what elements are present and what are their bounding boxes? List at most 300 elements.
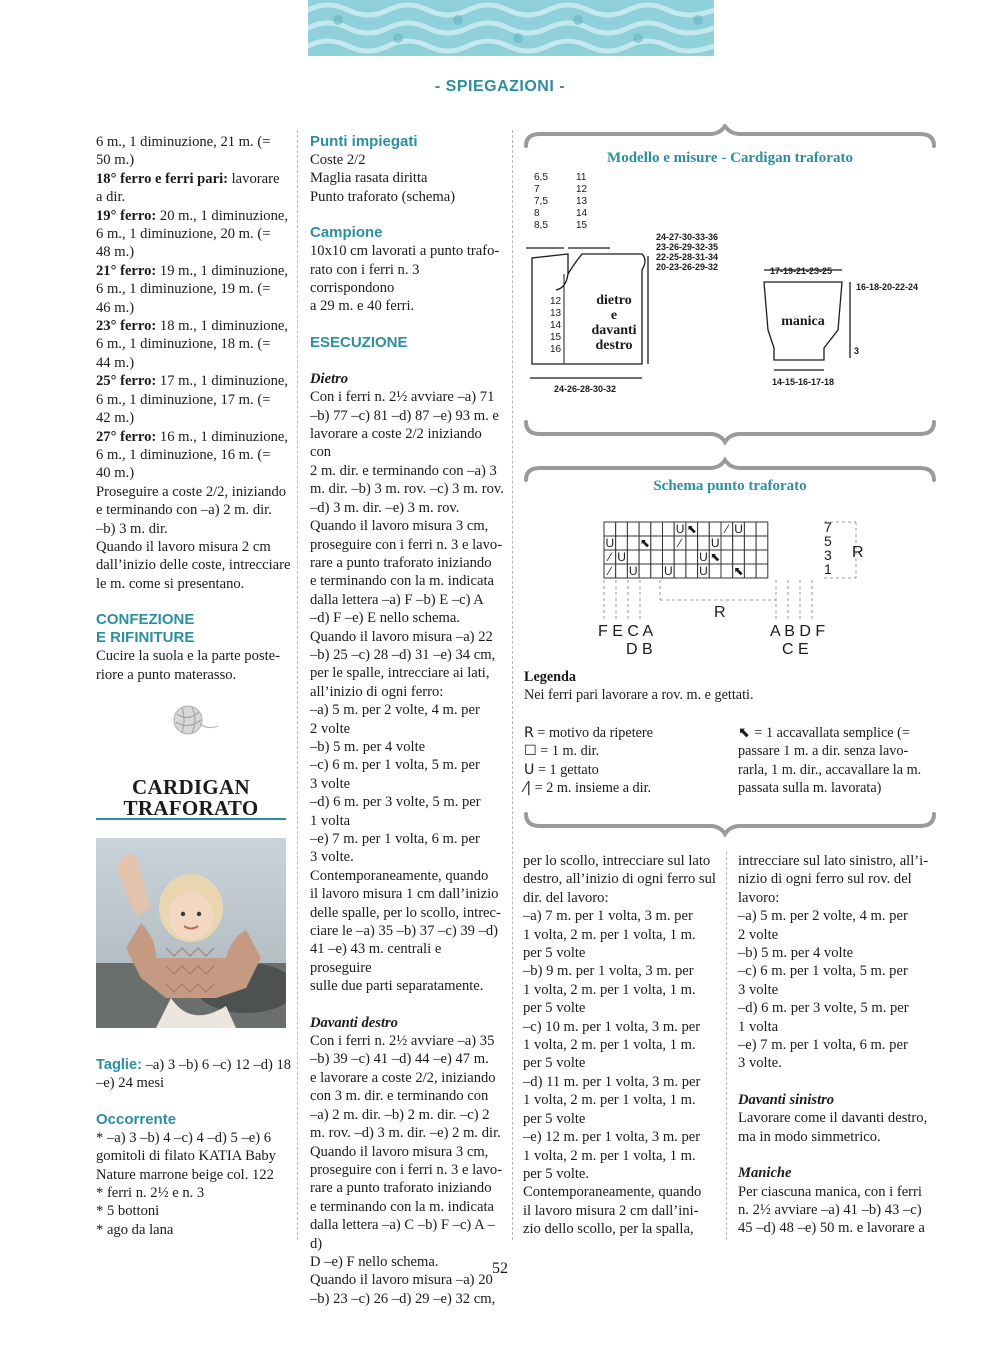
legend-text: = 1 m. dir. (536, 743, 600, 760)
instruction-row (96, 520, 292, 538)
stitch-chart (560, 512, 900, 662)
text-line: dir. del lavoro: (523, 889, 609, 906)
text-line: zio dello scollo, per la spalla, (523, 1221, 694, 1238)
row-number: 3 (824, 547, 832, 563)
row-text: 19 m., 1 diminuzione, (156, 262, 289, 279)
legend-symbol: U (524, 761, 535, 778)
chart-symbol: U (734, 522, 743, 536)
text-line: rato con i ferri n. 3 corrispondono (310, 261, 420, 297)
chart-cell (616, 564, 628, 578)
text-line: –b) 5 m. per 4 volte (310, 738, 426, 755)
text-line: per 5 volte (523, 1055, 586, 1072)
chart-cell (733, 550, 745, 564)
dietro-instructions (310, 388, 506, 995)
chart-cell (698, 522, 710, 536)
text-line: –d) 6 m. per 3 volte, 5 m. per (738, 1000, 909, 1017)
chart-cell (756, 564, 768, 578)
column-divider (297, 130, 298, 1240)
text-line: Per ciascuna manica, con i ferri (738, 1183, 922, 1200)
chart-cell (651, 536, 663, 550)
instruction-row (96, 207, 292, 225)
row-text: 42 m.) (96, 410, 135, 427)
page-number: 52 (492, 1260, 508, 1277)
child-cardigan-photo (96, 838, 286, 1028)
heading-esecuzione: ESECUZIONE (310, 333, 408, 351)
title-underline (96, 818, 286, 820)
instruction-row (96, 556, 292, 574)
text-line: m. rov. –d) 3 m. dir. –e) 2 m. dir. (310, 1125, 501, 1142)
measure-label: 8,5 (534, 220, 548, 231)
text-line: per lo scollo, intrecciare sul lato (523, 853, 711, 869)
accavallata-symbol: ⬉ (738, 725, 755, 741)
instruction-rows (96, 170, 292, 593)
instruction-row (96, 225, 292, 243)
text-line: D –e) F nello schema. (310, 1253, 439, 1270)
legend (524, 668, 934, 705)
heading-campione: Campione (310, 224, 383, 242)
maniche-instructions (738, 1183, 934, 1238)
subheading-maniche: Maniche (738, 1165, 792, 1182)
heading-rifiniture: E RIFINITURE (96, 629, 195, 647)
text-line: 1 volta (310, 812, 351, 829)
chart-cell (627, 522, 639, 536)
yarn-ball-icon (168, 700, 220, 740)
legend-item (524, 724, 734, 742)
chart-symbol: U (664, 564, 673, 578)
measure-label: 14-15-16-17-18 (772, 377, 835, 387)
text-line: –d) 11 m. per 1 volta, 3 m. per (523, 1073, 701, 1090)
chart-cell (698, 536, 710, 550)
legend-item (524, 742, 734, 760)
text-line: 2 volte (738, 926, 779, 943)
instruction-row (96, 243, 292, 261)
chart-cell (639, 522, 651, 536)
column-3 (523, 852, 719, 1239)
text-line: Quando il lavoro misura 3 cm, (310, 1143, 489, 1160)
davanti-sinistro-instructions (738, 1109, 934, 1146)
instruction-row (96, 483, 292, 501)
text-line: per 5 volte (523, 1000, 586, 1017)
text-line: –b) 77 –c) 81 –d) 87 –e) 93 m. e (310, 407, 499, 424)
chart-cell (721, 564, 733, 578)
chart-symbol: U (628, 564, 638, 578)
text-line: Contemporaneamente, quando (310, 867, 489, 884)
text-line: con 3 m. dir. e terminando con (310, 1088, 489, 1105)
row-text: 16 m., 1 diminuzione, (156, 428, 289, 445)
chart-cell (616, 522, 628, 536)
text-line: Quando il lavoro misura 3 cm, (310, 518, 489, 535)
text-line: il lavoro misura 2 cm dall’ini- (523, 1202, 699, 1219)
text-line: nizio di ogni ferro sul rov. del (738, 871, 912, 888)
row-number: 5 (824, 533, 832, 549)
measure-label: 15 (550, 332, 562, 343)
measure-label: 23-26-29-32-35 (656, 242, 719, 252)
text-line: dalla lettera –a) C –b) F –c) A –d) (310, 1217, 495, 1252)
text-line: 3 volte (738, 981, 779, 998)
measure-label: 6,5 (534, 172, 548, 183)
stitch-letters: F E C A (598, 623, 654, 640)
row-text: 6 m., 1 diminuzione, 20 m. (= (96, 226, 271, 243)
row-text: 6 m., 1 diminuzione, 16 m. (= (96, 446, 271, 463)
instruction-row (96, 446, 292, 464)
text-line: per 5 volte. (523, 1165, 590, 1182)
text-line: destro, all’inizio di ogni ferro sul (523, 871, 716, 888)
text-line: 2 volte (310, 720, 351, 737)
instruction-row (96, 262, 292, 280)
text-line: a 29 m. e 40 ferri. (310, 298, 415, 315)
chart-cell (733, 536, 745, 550)
project-title-line-1: CARDIGAN (132, 775, 250, 799)
chart-symbol: ⬉ (686, 522, 697, 536)
legend-text: = 1 gettato (534, 761, 599, 778)
text-line: –c) 6 m. per 1 volta, 5 m. per (310, 757, 480, 774)
chart-symbol: U (699, 564, 708, 578)
text-line: Maglia rasata diritta (310, 170, 428, 187)
chart-cell (756, 522, 768, 536)
text-line: * 5 bottoni (96, 1203, 160, 1220)
legend-note: Nei ferri pari lavorare a rov. m. e gettati. (524, 687, 754, 704)
text-line: m. dir. –b) 3 m. rov. –c) 3 m. rov. (310, 481, 504, 498)
text-line: 50 m.) (96, 152, 135, 169)
measure-label: 12 (576, 184, 588, 195)
text-line: Coste 2/2 (310, 152, 366, 168)
heading-punti-impiegati: Punti impiegati (310, 133, 418, 150)
row-number: 7 (824, 519, 832, 535)
text-line: rare a punto traforato iniziando (310, 1180, 492, 1197)
chart-cell (744, 522, 756, 536)
chart-cell (604, 522, 616, 536)
text-line: gomitoli di filato KATIA Baby (96, 1148, 276, 1165)
diagram-title-measures: Modello e misure - Cardigan traforato (607, 150, 853, 166)
chart-cell (639, 550, 651, 564)
measure-label: 17-19-21-23-25 (770, 266, 833, 276)
text-line: 1 volta, 2 m. per 1 volta, 1 m. (523, 1037, 696, 1054)
row-text: lavorare (227, 170, 280, 187)
text-line: –b) 9 m. per 1 volta, 3 m. per (523, 963, 694, 980)
text-line: e terminando con la m. indicata (310, 1198, 494, 1215)
measure-label: 13 (550, 308, 562, 319)
text-line: Punto traforato (schema) (310, 188, 456, 205)
text-line: lavoro: (738, 889, 780, 906)
measure-label: 16-18-20-22-24 (856, 282, 919, 292)
text-line: lavorare a coste 2/2 iniziando con (310, 426, 482, 461)
chart-symbol: U (699, 550, 708, 564)
chart-symbol: ⬉ (733, 564, 744, 578)
row-text: 6 m., 1 diminuzione, 17 m. (= (96, 391, 271, 408)
chart-cell (651, 550, 663, 564)
row-text: 44 m.) (96, 354, 135, 371)
repeat-marker: R (714, 604, 726, 621)
text-line: –b) 39 –c) 41 –d) 44 –e) 47 m. (310, 1051, 489, 1068)
instruction-row (96, 372, 292, 390)
text-line: –b) 25 –c) 28 –d) 31 –e) 34 cm, (310, 646, 496, 663)
chart-cell (686, 564, 698, 578)
chart-symbol: U (617, 550, 626, 564)
measure-label: 12 (550, 296, 562, 307)
chart-symbol: U (710, 536, 720, 550)
text-line: per 5 volte (523, 1110, 586, 1127)
text-line: e lavorare a coste 2/2, iniziando (310, 1069, 496, 1086)
chart-cell (616, 536, 628, 550)
stitch-letters: A B D F (770, 623, 826, 640)
chart-symbol: U (605, 536, 615, 550)
column-divider (726, 852, 727, 1240)
row-label: 25° ferro: (96, 373, 157, 390)
row-label: 18° ferro e ferri pari: (96, 170, 228, 187)
chart-cell (674, 564, 686, 578)
heading-occorrente: Occorrente (96, 1110, 177, 1128)
project-title-line-2: TRAFORATO (123, 796, 259, 820)
text-line: 1 volta, 2 m. per 1 volta, 1 m. (523, 1147, 696, 1164)
text-line: il lavoro misura 1 cm dall’inizio (310, 886, 499, 903)
text-line: 45 –d) 48 –e) 50 m. e lavorare a (738, 1220, 925, 1237)
knit-texture-banner (308, 0, 714, 56)
size-materials-block (96, 1056, 292, 1239)
shoulder-instructions (738, 852, 934, 1073)
chart-cell (756, 550, 768, 564)
text-line: proseguire con i ferri n. 3 e lavo- (310, 536, 503, 553)
text-line: passare 1 m. a dir. senza lavo- (738, 743, 909, 760)
chart-cell (744, 564, 756, 578)
piece-label: destro (595, 338, 633, 353)
chart-cell (686, 550, 698, 564)
row-text: 20 m., 1 diminuzione, (156, 207, 289, 224)
column-4 (738, 852, 934, 1238)
chart-symbol: ⁄ (608, 550, 611, 564)
text-line: all’inizio di ogni ferro: (310, 683, 444, 700)
chart-cell (674, 550, 686, 564)
text-line: proseguire con i ferri n. 3 e lavo- (310, 1161, 503, 1178)
materials-list (96, 1129, 292, 1239)
piece-label: davanti (591, 323, 637, 338)
legend-symbols (524, 724, 734, 798)
measure-label: 14 (550, 320, 562, 331)
row-text: 17 m., 1 diminuzione, (156, 373, 289, 390)
measure-label: 13 (576, 196, 588, 207)
subheading-davanti-destro: Davanti destro (310, 1014, 398, 1031)
legend-text: = 2 m. insieme a dir. (531, 780, 652, 797)
text-line: 1 volta (738, 1018, 779, 1035)
chart-cell (663, 536, 675, 550)
measure-label: 7,5 (534, 196, 548, 207)
legend-symbol: ⁄| (524, 780, 532, 797)
text-line: Quando il lavoro misura –a) 22 (310, 628, 493, 645)
text-line: rarla, 1 m. dir., accavallare la m. (738, 761, 922, 778)
text-line: –a) 5 m. per 2 volte, 4 m. per (310, 702, 480, 719)
legend-symbol: ☐ (524, 743, 537, 760)
text-line: –c) 10 m. per 1 volta, 3 m. per (523, 1018, 701, 1035)
measure-label: 15 (576, 220, 588, 231)
text-line: passata sulla m. lavorata) (738, 780, 882, 797)
chart-cell (639, 564, 651, 578)
text-line: Contemporaneamente, quando (523, 1184, 702, 1201)
text-line: 10x10 cm lavorati a punto trafo- (310, 243, 500, 260)
diagram-title-stitch-chart: Schema punto traforato (653, 478, 807, 494)
piece-label: dietro (596, 293, 632, 308)
chart-cell (651, 564, 663, 578)
text-line: 6 m., 1 diminuzione, 21 m. (= (96, 134, 271, 150)
row-text: 6 m., 1 diminuzione, 18 m. (= (96, 336, 271, 353)
row-number: 1 (824, 561, 832, 577)
text-line: –b) 5 m. per 4 volte (738, 945, 854, 962)
row-label: 21° ferro: (96, 262, 157, 279)
row-text: e terminando con –a) 2 m. dir. (96, 502, 272, 519)
row-text: 40 m.) (96, 465, 135, 482)
text-line: per le spalle, intrecciare ai lati, (310, 665, 490, 682)
repeat-marker: R (852, 544, 864, 561)
chart-cell (721, 536, 733, 550)
instruction-row (96, 409, 292, 427)
text-line: * ago da lana (96, 1221, 174, 1238)
chart-cell (744, 536, 756, 550)
legend-symbol: R (524, 725, 534, 741)
gauge-text (310, 242, 506, 316)
text-line: –a) 3 –b) 6 –c) 12 –d) 18 (141, 1057, 292, 1073)
text-line: Nature marrone beige col. 122 (96, 1166, 274, 1183)
text-line: = 1 accavallata semplice (= (754, 725, 910, 741)
measure-label: 16 (550, 344, 562, 355)
chart-symbol: ⁄ (725, 522, 728, 536)
text-line: Cucire la suola e la parte poste- (96, 648, 280, 665)
instruction-row (96, 391, 292, 409)
text-line: Lavorare come il davanti destro, (738, 1110, 928, 1127)
chart-symbol: ⁄ (608, 564, 611, 578)
instruction-row (96, 354, 292, 372)
text-line: e terminando con la m. indicata (310, 573, 494, 590)
measure-label: 8 (534, 208, 540, 219)
legend-item (524, 779, 734, 797)
legend-title: Legenda (524, 669, 577, 685)
text-line: ciare le –a) 35 –b) 37 –c) 39 –d) (310, 923, 499, 940)
row-text: le m. come si presentano. (96, 575, 245, 592)
instruction-row (96, 317, 292, 335)
chart-symbol: ⁄ (679, 536, 682, 550)
text-line: Quando il lavoro misura –a) 20 (310, 1272, 493, 1289)
text-line: –a) 7 m. per 1 volta, 3 m. per (523, 908, 693, 925)
text-line: –e) 24 mesi (96, 1075, 165, 1092)
chart-cell (744, 550, 756, 564)
row-label: 23° ferro: (96, 318, 157, 335)
chart-cell (627, 536, 639, 550)
project-title (96, 777, 286, 819)
text-line: Con i ferri n. 2½ avviare –a) 71 (310, 389, 495, 406)
text-line: 3 volte (310, 775, 351, 792)
text-line: delle spalle, per lo scollo, intrec- (310, 904, 501, 921)
instruction-row (96, 501, 292, 519)
text-line: 41 –e) 43 m. centrali e proseguire (310, 941, 442, 976)
row-text: 48 m.) (96, 244, 135, 261)
instruction-row (96, 188, 292, 206)
measure-label: 24-27-30-33-36 (656, 232, 719, 242)
subheading-dietro: Dietro (310, 370, 349, 387)
text-line: –e) 12 m. per 1 volta, 3 m. per (523, 1129, 701, 1146)
legend-accavallata (738, 724, 938, 798)
row-text: Proseguire a coste 2/2, iniziando (96, 483, 287, 500)
chart-symbol: ⬉ (639, 536, 650, 550)
text-line: sulle due parti separatamente. (310, 978, 484, 995)
text-line: n. 2½ avviare –a) 41 –b) 43 –c) (738, 1201, 922, 1218)
instruction-row (96, 464, 292, 482)
chart-cell (686, 536, 698, 550)
stitch-letters: C E (782, 641, 809, 658)
text-line: 1 volta, 2 m. per 1 volta, 1 m. (523, 981, 696, 998)
row-text: –b) 3 m. dir. (96, 520, 168, 537)
column-1 (96, 133, 292, 684)
column-2 (310, 133, 506, 1308)
instruction-row (96, 170, 292, 188)
instruction-row (96, 335, 292, 353)
row-text: a dir. (96, 189, 126, 206)
text-line: * ferri n. 2½ e n. 3 (96, 1185, 205, 1202)
instruction-row (96, 280, 292, 298)
instruction-row (96, 299, 292, 317)
chart-cell (709, 522, 721, 536)
measure-label: 7 (534, 184, 540, 195)
text-line: 3 volte. (738, 1055, 782, 1072)
text-line: –c) 6 m. per 1 volta, 5 m. per (738, 963, 908, 980)
text-line: 1 volta, 2 m. per 1 volta, 1 m. (523, 1092, 696, 1109)
chart-cell (663, 522, 675, 536)
heading-confezione: CONFEZIONE (96, 611, 195, 629)
measure-label: 24-26-28-30-32 (554, 384, 617, 394)
piece-label: e (610, 308, 618, 323)
column-divider (512, 130, 513, 1240)
instruction-row (96, 575, 292, 593)
measure-label: 14 (576, 208, 588, 219)
text-line: rare a punto traforato iniziando (310, 554, 492, 571)
section-title: - SPIEGAZIONI - (434, 78, 566, 95)
text-line: Con i ferri n. 2½ avviare –a) 35 (310, 1033, 495, 1050)
chart-symbol: U (675, 522, 685, 536)
piece-label: manica (781, 314, 825, 329)
text-line: riore a punto materasso. (96, 666, 237, 683)
text-line: –b) 23 –c) 26 –d) 29 –e) 32 cm, (310, 1290, 496, 1307)
chart-cell (627, 550, 639, 564)
text-line: –a) 5 m. per 2 volte, 4 m. per (738, 908, 908, 925)
legend-text: = motivo da ripetere (533, 725, 653, 741)
row-text: 6 m., 1 diminuzione, 19 m. (= (96, 281, 271, 298)
stitch-letters: D B (626, 641, 653, 658)
stitch-list (310, 151, 506, 206)
row-text: dall’inizio delle coste, intrecciare (96, 557, 291, 574)
chart-symbol: ⬉ (710, 550, 721, 564)
text-line: 1 volta, 2 m. per 1 volta, 1 m. (523, 926, 696, 943)
label-taglie: Taglie: (96, 1057, 142, 1073)
measure-label: 3 (854, 346, 860, 356)
chart-cell (651, 522, 663, 536)
text-line: intrecciare sul lato sinistro, all’i- (738, 853, 929, 869)
text-line: –a) 2 m. dir. –b) 2 m. dir. –c) 2 (310, 1106, 490, 1123)
text-line: –e) 7 m. per 1 volta, 6 m. per (738, 1037, 908, 1054)
instruction-row (96, 428, 292, 446)
row-label: 27° ferro: (96, 428, 157, 445)
chart-cell (663, 550, 675, 564)
chart-cell (756, 536, 768, 550)
text-line: –d) F –e) E nello schema. (310, 610, 460, 627)
measurement-diagram (520, 170, 940, 400)
text-line: –d) 3 m. dir. –e) 3 m. rov. (310, 499, 460, 516)
text-line: –e) 7 m. per 1 volta, 6 m. per (310, 831, 480, 847)
text-line: 3 volte. (310, 849, 354, 866)
row-text: 18 m., 1 diminuzione, (156, 318, 289, 335)
chart-cell (709, 564, 721, 578)
row-text: 46 m.) (96, 299, 135, 316)
measure-label: 11 (576, 172, 587, 183)
legend-item (524, 761, 734, 779)
measure-label: 22-25-28-31-34 (656, 252, 719, 262)
text-line: –d) 6 m. per 3 volte, 5 m. per (310, 794, 481, 811)
chart-cell (721, 550, 733, 564)
